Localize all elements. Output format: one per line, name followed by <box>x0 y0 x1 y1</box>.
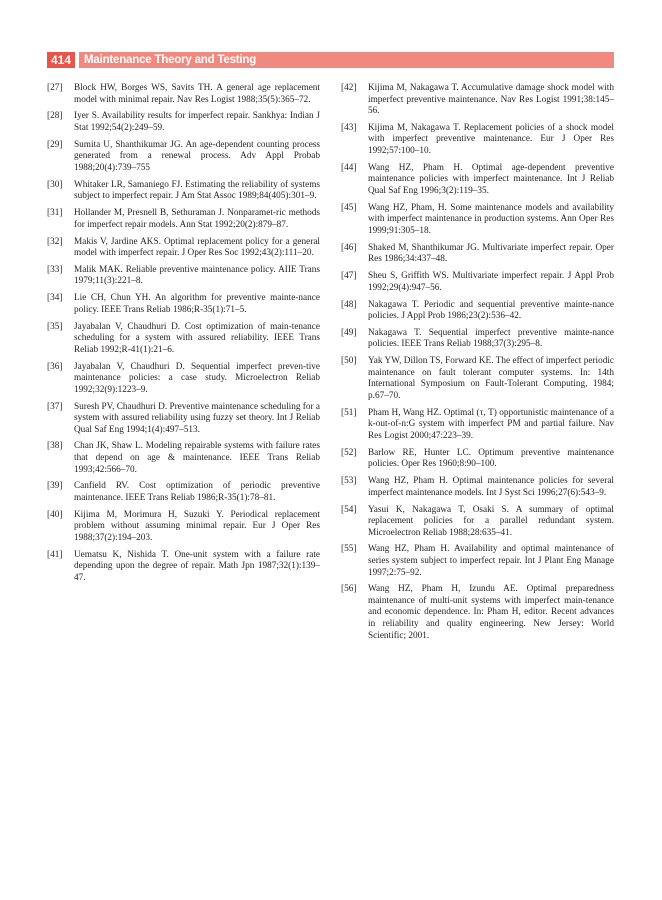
reference-entry <box>341 300 614 323</box>
reference-text: Jayabalan V, Chaudhuri D. Cost optimization of main-tenance scheduling for a system with assured reliability. IEEE Trans Reliab 1992;R-41(1):21–6. <box>74 321 320 355</box>
reference-number: [56] <box>341 584 357 595</box>
reference-entry <box>47 111 320 134</box>
reference-number: [31] <box>47 208 63 219</box>
reference-text: Sheu S, Griffith WS. Multivariate imperfect repair. J Appl Prob 1992;29(4):947–56. <box>368 271 614 293</box>
reference-text: Hollander M, Presnell B, Sethuraman J. Nonparamet-ric methods for imperfect repair models. Ann Stat 1992;20(2):879–87. <box>74 208 320 230</box>
reference-text: Suresh PV, Chaudhuri D. Preventive maintenance scheduling for a system with assured reliability using fuzzy set theory. Int J Reliab Qual Saf Eng 1994;1(4):497–513. <box>74 401 320 435</box>
reference-number: [41] <box>47 549 63 560</box>
reference-entry <box>47 550 320 585</box>
reference-number: [47] <box>341 271 357 282</box>
reference-number: [37] <box>47 401 63 412</box>
reference-entry <box>341 243 614 266</box>
reference-number: [33] <box>47 264 63 275</box>
reference-text: Lie CH, Chun YH. An algorithm for preventive mainte-nance policy. IEEE Trans Reliab 1986;R-35(1):71–5. <box>74 293 320 315</box>
reference-entry <box>341 408 614 443</box>
reference-entry <box>341 584 614 642</box>
reference-entry <box>47 441 320 476</box>
reference-text: Chan JK, Shaw L. Modeling repairable systems with failure rates that depend on age & maintenance. IEEE Trans Reliab 1993;42:566–70. <box>74 441 320 475</box>
reference-number: [34] <box>47 293 63 304</box>
book-title: Maintenance Theory and Testing <box>79 52 614 68</box>
reference-text: Whitaker LR, Samaniego FJ. Estimating the reliability of systems subject to imperfect repair. J Am Stat Assoc 1989;84(405):301–9. <box>74 179 320 202</box>
reference-text: Makis V, Jardine AKS. Optimal replacement policy for a general model with imperfect repair. J Oper Res Soc 1992;43(2):111–20. <box>74 236 320 259</box>
reference-number: [49] <box>341 327 357 338</box>
reference-text: Pham H, Wang HZ. Optimal (τ, T) opportunistic maintenance of a k-out-of-n:G system with imperfect PM and partial failure. Nav Res Logist 2000;47:223–39. <box>368 407 614 441</box>
reference-entry <box>341 356 614 402</box>
reference-number: [51] <box>341 407 357 418</box>
reference-text: Nakagawa T. Periodic and sequential preventive mainte-nance policies. J Appl Prob 1986;23(2):536–42. <box>368 299 614 322</box>
reference-text: Kijima M, Morimura H, Suzuki Y. Periodical replacement problem without assuming minimal repair. Eur J Oper Res 1988;37(2):194–203. <box>74 509 320 543</box>
reference-number: [39] <box>47 481 63 492</box>
reference-number: [36] <box>47 361 63 372</box>
running-header <box>47 52 614 68</box>
reference-text: Barlow RE, Hunter LC. Optimum preventive maintenance policies. Oper Res 1960;8:90–100. <box>368 447 614 470</box>
reference-text: Nakagawa T. Sequential imperfect preventive mainte-nance policies. IEEE Trans Reliab 1988;37(3):295–8. <box>368 327 614 350</box>
reference-number: [32] <box>47 236 63 247</box>
reference-text: Wang HZ, Pham H. Optimal maintenance policies for several imperfect maintenance models. Int J Syst Sci 1996;27(6):543–9. <box>368 476 614 498</box>
reference-text: Shaked M, Shanthikumar JG. Multivariate imperfect repair. Oper Res 1986;34:437–48. <box>368 242 614 265</box>
reference-entry <box>341 83 614 118</box>
reference-entry <box>341 328 614 351</box>
reference-number: [55] <box>341 544 357 555</box>
reference-text: Wang HZ, Pham, H. Some maintenance models and availability with imperfect maintenance in production systems. Ann Oper Res 1999;91:305–18. <box>368 202 614 236</box>
reference-number: [53] <box>341 476 357 487</box>
reference-number: [48] <box>341 299 357 310</box>
reference-number: [54] <box>341 504 357 515</box>
reference-entry <box>341 544 614 579</box>
reference-number: [29] <box>47 139 63 150</box>
reference-number: [43] <box>341 122 357 133</box>
reference-entry <box>47 510 320 545</box>
reference-entry <box>341 163 614 198</box>
reference-text: Yasui K, Nakagawa T, Osaki S. A summary of optimal replacement policies for a parallel redundant system. Microelectron Reliab 1988;28:635–41. <box>368 504 614 538</box>
reference-entry <box>47 265 320 288</box>
reference-text: Kijima M, Nakagawa T. Accumulative damage shock model with imperfect preventive maintenance. Nav Res Logist 1991;38:145–56. <box>368 83 614 117</box>
reference-number: [44] <box>341 162 357 173</box>
reference-entry <box>47 208 320 231</box>
reference-number: [28] <box>47 111 63 122</box>
reference-entry <box>47 140 320 175</box>
reference-text: Canfield RV. Cost optimization of periodic preventive maintenance. IEEE Trans Reliab 1986;R-35(1):78–81. <box>74 481 320 503</box>
reference-text: Wang HZ, Pham H. Availability and optimal maintenance of series system subject to imperfect repair. Int J Plant Eng Manage 1997;2:75–92. <box>368 544 614 578</box>
reference-number: [52] <box>341 447 357 458</box>
reference-entry <box>47 83 320 106</box>
reference-number: [30] <box>47 179 63 190</box>
reference-entry <box>47 322 320 357</box>
reference-entry <box>341 123 614 158</box>
reference-text: Kijima M, Nakagawa T. Replacement policies of a shock model with imperfect preventive maintenance. Eur J Oper Res 1992;57:100–10. <box>368 122 614 157</box>
references-right-column <box>341 83 614 647</box>
page-number: 414 <box>47 52 75 68</box>
reference-text: Jayabalan V, Chaudhuri D. Sequential imperfect preven-tive maintenance policies: a case study. Microelectron Reliab 1992;32(9):1223–9. <box>74 361 320 395</box>
reference-entry <box>47 402 320 437</box>
reference-entry <box>341 203 614 238</box>
reference-entry <box>341 448 614 471</box>
reference-text: Uematsu K, Nishida T. One-unit system with a failure rate depending upon the degree of repair. Math Jpn 1987;32(1):139–47. <box>74 549 320 583</box>
reference-entry <box>341 271 614 294</box>
reference-number: [45] <box>341 202 357 213</box>
reference-entry <box>47 362 320 397</box>
reference-number: [50] <box>341 356 357 367</box>
reference-text: Yak YW, Dillon TS, Forward KE. The effect of imperfect periodic maintenance on fault tolerant computer systems. In: 14th International Symposium on Fault-Tolerant Computing, 1984; p.67–70. <box>368 356 614 401</box>
reference-entry <box>47 481 320 504</box>
reference-entry <box>341 505 614 540</box>
reference-number: [46] <box>341 242 357 253</box>
reference-text: Block HW, Borges WS, Savits TH. A general age replacement model with minimal repair. Nav Res Logist 1988;35(5):365–72. <box>74 83 320 105</box>
reference-number: [42] <box>341 83 357 93</box>
reference-entry <box>47 237 320 260</box>
reference-number: [35] <box>47 321 63 332</box>
reference-text: Wang HZ, Pham H. Optimal age-dependent preventive maintenance policies with imperfect maintenance. Int J Reliab Qual Saf Eng 1996;3(2):119–35. <box>368 162 614 196</box>
reference-text: Sumita U, Shanthikumar JG. An age-dependent counting process generated from a renewal process. Adv Appl Probab 1988;20(4):739–755 <box>74 139 320 173</box>
reference-entry <box>341 476 614 499</box>
reference-number: [27] <box>47 83 63 93</box>
reference-number: [38] <box>47 441 63 452</box>
reference-entry <box>47 293 320 316</box>
reference-entry <box>47 180 320 203</box>
references-left-column <box>47 83 320 590</box>
reference-number: [40] <box>47 509 63 520</box>
reference-text: Iyer S. Availability results for imperfect repair. Sankhya: Indian J Stat 1992;54(2):249–59. <box>74 111 320 133</box>
reference-text: Wang HZ, Pham H, Izundu AE. Optimal preparedness maintenance of multi-unit systems with imperfect main-tenance and economic dependence. In: Pham H, editor. Recent advances in reliability and quality engineering. New Jersey: World Scientific; 2001. <box>368 584 614 641</box>
reference-text: Malik MAK. Reliable preventive maintenance policy. AIIE Trans 1979;11(3):221–8. <box>74 264 320 287</box>
